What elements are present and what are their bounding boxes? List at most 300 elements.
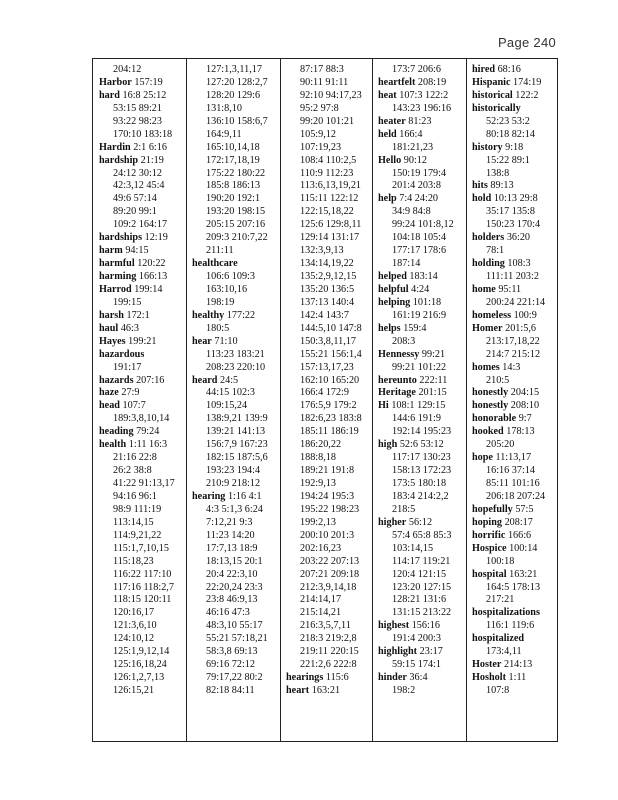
index-page-refs: 122:15,18,22	[300, 206, 354, 218]
index-page-refs: 206:18 207:24	[486, 490, 546, 502]
index-term: healthcare	[192, 258, 238, 270]
index-page-refs: 79:17,22 80:2	[206, 672, 263, 684]
index-page-refs: 156:7,9 167:23	[206, 439, 268, 451]
index-page-refs: 109:2 164:17	[113, 219, 168, 231]
index-page-refs: 159:4	[403, 322, 427, 334]
index-page-refs: 182:15 187:5,6	[206, 452, 268, 464]
index-locator-line	[192, 620, 280, 633]
index-term: homeless	[472, 309, 512, 321]
index-locator-line	[192, 543, 280, 556]
index-entry	[99, 387, 186, 400]
index-locator-line	[286, 142, 372, 155]
index-locator-line	[286, 633, 372, 646]
index-locator-line	[286, 232, 372, 245]
index-locator-line	[99, 64, 186, 77]
index-locator-line	[286, 530, 372, 543]
index-locator-line	[286, 271, 372, 284]
index-locator-line	[286, 452, 372, 465]
index-page-refs: 46:3	[120, 322, 139, 334]
index-page-refs: 125:16,18,24	[113, 659, 167, 671]
index-page-refs: 189:3,8,10,14	[113, 413, 170, 425]
index-term: health	[99, 439, 127, 451]
index-locator-line	[286, 426, 372, 439]
index-page-refs: 199:21	[128, 335, 157, 347]
index-term: hear	[192, 335, 212, 347]
index-page-refs: 204:12	[113, 64, 142, 75]
index-page-refs: 221:2,6 222:8	[300, 659, 357, 671]
index-term: holding	[472, 258, 505, 270]
index-page-refs: 135:20 136:5	[300, 283, 355, 295]
index-page-refs: 209:3 210:7,22	[206, 232, 268, 244]
index-page-refs: 11:13,17	[495, 452, 532, 464]
index-entry	[378, 77, 466, 90]
index-page-refs: 175:22 180:22	[206, 167, 266, 179]
index-locator-line	[286, 620, 372, 633]
index-page-refs: 163:21	[509, 568, 538, 580]
index-page-refs: 115:6	[325, 672, 349, 684]
index-page-refs: 177:17 178:6	[392, 245, 447, 257]
index-page-refs: 56:12	[408, 516, 433, 528]
index-entry	[378, 129, 466, 142]
index-term: historical	[472, 89, 513, 101]
index-page-refs: 222:11	[419, 374, 448, 386]
index-term: higher	[378, 516, 407, 528]
index-page-refs: 177:22	[226, 309, 256, 321]
index-term: helps	[378, 322, 401, 334]
index-locator-line	[286, 103, 372, 116]
index-page-refs: 12:19	[144, 232, 168, 244]
index-page-refs: 100:18	[486, 555, 515, 567]
index-page-refs: 99:21 101:22	[392, 361, 447, 373]
index-term: held	[378, 128, 397, 140]
index-entry	[472, 543, 559, 556]
index-term: heart	[286, 685, 310, 696]
index-page-refs: 138:8	[486, 167, 510, 179]
index-entry	[99, 232, 186, 245]
index-term: Hi	[378, 400, 389, 412]
index-locator-line	[378, 180, 466, 193]
index-page-refs: 4:3 5:1,3 6:24	[206, 503, 263, 515]
index-page-refs: 49:6 57:14	[113, 193, 157, 205]
index-page-refs: 121:3,6,10	[113, 620, 157, 632]
index-locator-line	[378, 659, 466, 672]
index-page-refs: 203:22 207:13	[300, 555, 360, 567]
index-entry	[378, 400, 466, 413]
index-term: Hospice	[472, 542, 507, 554]
index-locator-line	[192, 504, 280, 517]
index-entry	[99, 271, 186, 284]
index-entry	[378, 155, 466, 168]
index-term: hospitalized	[472, 633, 525, 645]
index-entry	[472, 193, 559, 206]
index-locator-line	[99, 103, 186, 116]
index-locator-line	[378, 556, 466, 569]
index-term: hardships	[99, 232, 143, 244]
index-page-refs: 183:14	[409, 271, 438, 282]
index-locator-line	[286, 258, 372, 271]
index-locator-line	[286, 594, 372, 607]
index-term: hospital	[472, 568, 507, 580]
index-page-refs: 52:6 53:12	[399, 439, 444, 451]
index-page-refs: 199:2,13	[300, 516, 336, 528]
index-page-refs: 164:9,11	[206, 128, 242, 140]
index-page-refs: 36:20	[506, 232, 531, 244]
index-page-refs: 176:5,9 179:2	[300, 400, 357, 412]
index-page-refs: 182:6,23 183:8	[300, 413, 362, 425]
index-page-refs: 108:4 110:2,5	[300, 154, 357, 166]
index-page-refs: 142:4 143:7	[300, 309, 349, 321]
index-entry	[99, 245, 186, 258]
index-locator-line	[286, 387, 372, 400]
index-page-refs: 123:20 127:15	[392, 581, 452, 593]
index-page-refs: 173:7 206:6	[392, 64, 441, 75]
index-page-refs: 143:23 196:16	[392, 102, 452, 114]
index-locator-line	[192, 168, 280, 181]
index-page-refs: 125:1,9,12,14	[113, 646, 170, 658]
index-page-refs: 120:4 121:15	[392, 568, 447, 580]
index-page-refs: 89:20 99:1	[113, 206, 157, 218]
index-term: hoping	[472, 516, 503, 528]
index-page-refs: 124:10,12	[113, 633, 155, 645]
index-term: help	[378, 193, 397, 205]
index-entry	[378, 323, 466, 336]
index-page-refs: 115:1,7,10,15	[113, 542, 169, 554]
index-locator-line	[99, 672, 186, 685]
index-locator-line	[192, 219, 280, 232]
index-page-refs: 214:13	[503, 659, 533, 671]
index-entry	[472, 426, 559, 439]
index-entry	[472, 672, 559, 685]
index-page-refs: 136:10 158:6,7	[206, 115, 268, 127]
index-page-refs: 99:24 101:8,12	[392, 219, 454, 231]
index-page-refs: 42:3,12 45:4	[113, 180, 165, 192]
index-locator-line	[378, 530, 466, 543]
index-entry	[472, 517, 559, 530]
index-page-refs: 194:24 195:3	[300, 490, 355, 502]
index-locator-line	[472, 168, 559, 181]
index-entry	[472, 103, 559, 116]
index-entry	[378, 349, 466, 362]
index-entry	[378, 620, 466, 633]
index-page-refs: 134:14,19,22	[300, 258, 354, 270]
index-term: Homer	[472, 322, 503, 334]
index-page-refs: 113:14,15	[113, 516, 154, 528]
index-entry	[472, 232, 559, 245]
index-term: head	[99, 400, 120, 412]
index-entry	[472, 180, 559, 193]
index-locator-line	[286, 180, 372, 193]
index-locator-line	[99, 413, 186, 426]
index-term: haul	[99, 322, 119, 334]
index-column-4	[372, 59, 467, 741]
index-locator-line	[192, 193, 280, 206]
index-page-refs: 172:17,18,19	[206, 154, 260, 166]
index-page-refs: 192:9,13	[300, 478, 336, 489]
index-page-refs: 21:19	[140, 154, 164, 166]
index-locator-line	[192, 284, 280, 297]
index-page-refs: 15:22 89:1	[486, 154, 530, 166]
index-page-refs: 214:14,17	[300, 594, 342, 606]
index-term: historically	[472, 102, 521, 114]
index-term: haze	[99, 387, 119, 399]
index-locator-line	[378, 478, 466, 491]
index-locator-line	[378, 685, 466, 698]
index-term: highest	[378, 620, 410, 632]
index-page-refs: 150:23 170:4	[486, 219, 541, 231]
index-entry	[192, 491, 280, 504]
index-page-refs: 122:2	[515, 89, 539, 101]
index-locator-line	[286, 504, 372, 517]
index-term: Harrod	[99, 283, 132, 295]
index-term: hereunto	[378, 374, 417, 386]
index-locator-line	[192, 362, 280, 375]
index-page-refs: 178:13	[506, 426, 535, 438]
index-locator-line	[286, 439, 372, 452]
index-term: hearing	[192, 490, 226, 502]
index-term: harm	[99, 245, 123, 257]
index-locator-line	[286, 219, 372, 232]
index-page-refs: 128:21 131:6	[392, 594, 447, 606]
index-entry	[472, 633, 559, 646]
index-locator-line	[378, 491, 466, 504]
index-term: horrific	[472, 529, 506, 541]
index-locator-line	[472, 297, 559, 310]
index-page-refs: 81:23	[408, 115, 432, 127]
index-page-refs: 89:13	[490, 180, 514, 192]
index-page-refs: 71:10	[214, 335, 238, 347]
index-locator-line	[378, 168, 466, 181]
index-term: hired	[472, 64, 496, 75]
index-entry	[99, 258, 186, 271]
index-locator-line	[286, 491, 372, 504]
index-term: hospitalizations	[472, 607, 540, 619]
index-page-refs: 186:20,22	[300, 439, 342, 451]
index-page-refs: 9:18	[505, 141, 524, 153]
index-entry	[378, 297, 466, 310]
index-page-refs: 191:17	[113, 361, 142, 373]
index-locator-line	[286, 569, 372, 582]
index-locator-line	[286, 297, 372, 310]
index-locator-line	[286, 375, 372, 388]
index-page-refs: 164:5 178:13	[486, 581, 541, 593]
index-page-refs: 116:1 119:6	[486, 620, 535, 632]
index-page-refs: 106:6 109:3	[206, 271, 255, 282]
index-entry	[378, 375, 466, 388]
index-page-refs: 23:17	[419, 646, 443, 658]
index-page-refs: 108:3	[507, 258, 531, 270]
index-locator-line	[378, 206, 466, 219]
index-page-refs: 7:12,21 9:3	[206, 516, 253, 528]
index-term: helping	[378, 296, 411, 308]
index-term: history	[472, 141, 503, 153]
index-entry	[99, 90, 186, 103]
index-page-refs: 128:20 129:6	[206, 89, 261, 101]
index-entry	[472, 90, 559, 103]
index-page-refs: 113:23 183:21	[206, 348, 265, 360]
index-page-refs: 103:14,15	[392, 542, 434, 554]
index-page-refs: 131:8,10	[206, 102, 242, 114]
index-term: heartfelt	[378, 76, 416, 88]
index-page-refs: 139:21 141:13	[206, 426, 266, 438]
index-page-refs: 35:17 135:8	[486, 206, 535, 218]
index-locator-line	[192, 646, 280, 659]
index-page-refs: 165:10,14,18	[206, 141, 260, 153]
index-locator-line	[99, 504, 186, 517]
index-page-refs: 132:3,9,13	[300, 245, 344, 257]
index-term: harming	[99, 271, 137, 282]
index-entry	[378, 90, 466, 103]
index-locator-line	[192, 607, 280, 620]
index-locator-line	[192, 142, 280, 155]
index-locator-line	[286, 465, 372, 478]
index-locator-line	[472, 129, 559, 142]
index-page-refs: 57:4 65:8 85:3	[392, 529, 452, 541]
index-column-2	[186, 59, 281, 741]
index-page-refs: 214:7 215:12	[486, 348, 541, 360]
index-locator-line	[472, 219, 559, 232]
index-locator-line	[99, 219, 186, 232]
index-locator-line	[99, 465, 186, 478]
index-page-refs: 95:11	[498, 283, 522, 295]
index-page-refs: 144:5,10 147:8	[300, 322, 362, 334]
index-page-refs: 205:20	[486, 439, 515, 451]
index-term: honestly	[472, 387, 509, 399]
index-page-refs: 117:17 130:23	[392, 452, 451, 464]
index-term: helpful	[378, 283, 409, 295]
index-entry	[378, 193, 466, 206]
index-locator-line	[286, 116, 372, 129]
index-page-refs: 59:15 174:1	[392, 659, 441, 671]
index-locator-line	[192, 155, 280, 168]
index-entry	[472, 413, 559, 426]
index-term: heading	[99, 426, 134, 438]
index-locator-line	[192, 90, 280, 103]
index-term: hooked	[472, 426, 504, 438]
index-page-refs: 150:19 179:4	[392, 167, 447, 179]
index-locator-line	[192, 672, 280, 685]
index-term: Hispanic	[472, 76, 511, 88]
index-page-refs: 192:14 195:23	[392, 426, 452, 438]
index-page-refs: 21:16 22:8	[113, 452, 157, 464]
index-locator-line	[378, 465, 466, 478]
index-page-refs: 120:16,17	[113, 607, 155, 619]
index-page-refs: 93:22 98:23	[113, 115, 162, 127]
index-page-refs: 107:19,23	[300, 141, 342, 153]
index-locator-line	[472, 206, 559, 219]
index-page-refs: 198:19	[206, 296, 235, 308]
index-locator-line	[286, 659, 372, 672]
index-entry	[192, 375, 280, 388]
index-locator-line	[378, 452, 466, 465]
index-term: Hosholt	[472, 672, 506, 684]
index-entry	[472, 258, 559, 271]
index-page-refs: 163:10,16	[206, 283, 248, 295]
index-page-refs: 129:14 131:17	[300, 232, 360, 244]
index-page-refs: 20:4 22:3,10	[206, 568, 258, 580]
index-locator-line	[378, 413, 466, 426]
index-entry	[286, 685, 372, 698]
index-entry	[472, 387, 559, 400]
index-page-refs: 26:2 38:8	[113, 465, 152, 477]
index-page-refs: 166:4	[399, 128, 423, 140]
index-locator-line	[378, 310, 466, 323]
index-page-refs: 7:4 24:20	[399, 193, 439, 205]
index-locator-line	[192, 465, 280, 478]
index-locator-line	[378, 362, 466, 375]
index-entry	[378, 271, 466, 284]
index-entry	[472, 77, 559, 90]
index-page-refs: 23:8 46:9,13	[206, 594, 258, 606]
index-locator-line	[286, 607, 372, 620]
index-locator-line	[192, 103, 280, 116]
index-term: holders	[472, 232, 505, 244]
index-locator-line	[472, 646, 559, 659]
index-page-refs: 16:16 37:14	[486, 465, 535, 477]
index-page-refs: 200:24 221:14	[486, 296, 546, 308]
index-page-refs: 80:18 82:14	[486, 128, 535, 140]
index-page-refs: 1:11 16:3	[128, 439, 168, 451]
index-locator-line	[192, 517, 280, 530]
index-locator-line	[286, 646, 372, 659]
index-locator-line	[472, 594, 559, 607]
index-term: hearings	[286, 672, 324, 684]
index-locator-line	[99, 452, 186, 465]
index-page-refs: 17:7,13 18:9	[206, 542, 258, 554]
index-locator-line	[99, 607, 186, 620]
index-page-refs: 201:5,6	[505, 322, 536, 334]
index-page-refs: 199:15	[113, 296, 142, 308]
index-page-refs: 99:21	[421, 348, 446, 360]
index-term: homes	[472, 361, 500, 373]
index-page-refs: 100:14	[509, 542, 538, 554]
index-locator-line	[192, 297, 280, 310]
index-page-refs: 157:19	[134, 76, 163, 88]
index-page-refs: 78:1	[486, 245, 505, 257]
index-page-refs: 144:6 191:9	[392, 413, 441, 425]
index-locator-line	[286, 362, 372, 375]
index-page-refs: 105:9,12	[300, 128, 336, 140]
index-entry	[378, 439, 466, 452]
index-page-refs: 117:16 118:2,7	[113, 581, 174, 593]
index-page-refs: 170:10 183:18	[113, 128, 173, 140]
index-term: honestly	[472, 400, 509, 412]
index-locator-line	[99, 168, 186, 181]
index-page-refs: 1:11	[508, 672, 527, 684]
index-column-5	[466, 59, 559, 741]
index-locator-line	[286, 517, 372, 530]
index-page-refs: 114:9,21,22	[113, 529, 162, 541]
index-page-refs: 155:21 156:1,4	[300, 348, 362, 360]
index-page-refs: 1:16 4:1	[227, 490, 262, 502]
index-page-refs: 215:14,21	[300, 607, 342, 619]
index-page-refs: 94:15	[125, 245, 149, 257]
index-locator-line	[378, 607, 466, 620]
index-page-refs: 110:9 112:23	[300, 167, 354, 179]
index-locator-line	[472, 685, 559, 698]
index-locator-line	[286, 284, 372, 297]
index-entry	[99, 142, 186, 155]
index-locator-line	[378, 232, 466, 245]
index-page-refs: 11:23 14:20	[206, 529, 255, 541]
index-page-refs: 201:15	[418, 387, 447, 399]
index-locator-line	[99, 478, 186, 491]
index-entry	[192, 336, 280, 349]
index-page-refs: 120:22	[137, 258, 166, 270]
index-term: hardship	[99, 154, 139, 166]
index-locator-line	[378, 64, 466, 77]
index-locator-line	[99, 491, 186, 504]
index-locator-line	[286, 582, 372, 595]
